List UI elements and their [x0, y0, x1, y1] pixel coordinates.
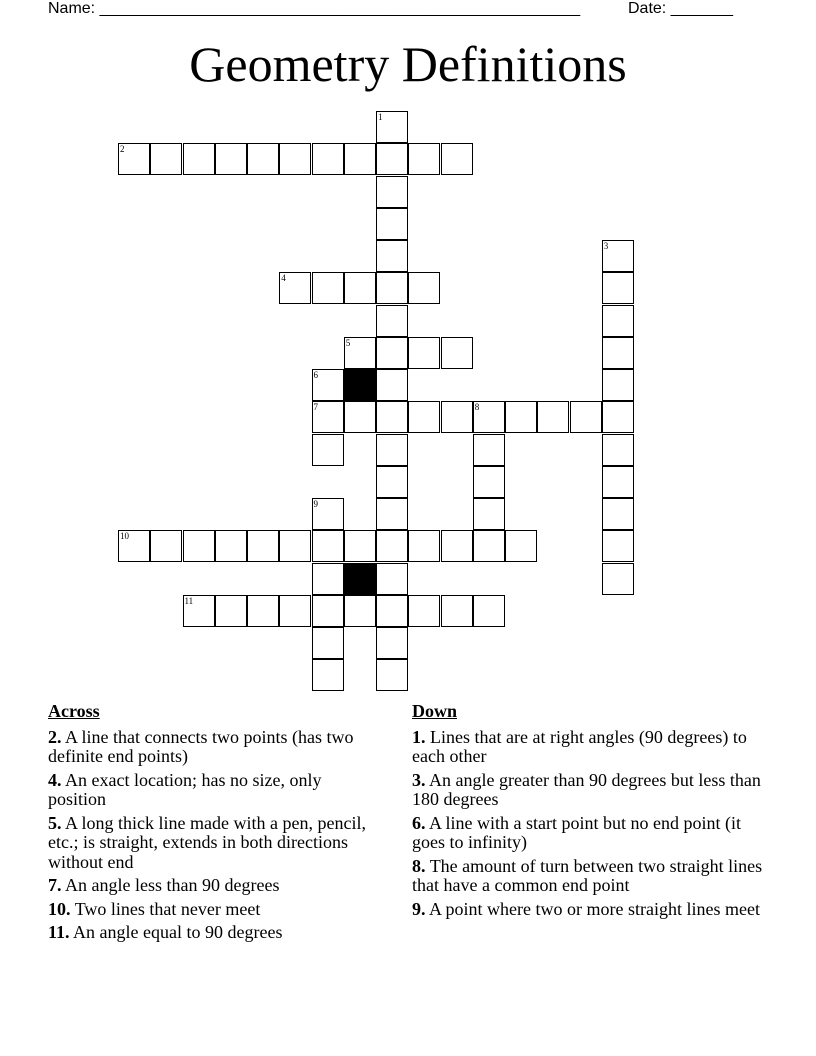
crossword-cell[interactable]	[279, 143, 311, 175]
across-clues	[48, 702, 378, 947]
crossword-cell[interactable]	[376, 530, 408, 562]
crossword-cell[interactable]	[602, 337, 634, 369]
crossword-cell[interactable]	[312, 595, 344, 627]
crossword-cell[interactable]	[344, 272, 376, 304]
crossword-cell[interactable]	[312, 434, 344, 466]
crossword-cell[interactable]	[376, 595, 408, 627]
crossword-cell[interactable]	[312, 272, 344, 304]
crossword-cell[interactable]	[602, 272, 634, 304]
across-heading: Across	[48, 701, 100, 721]
clue-number: 4	[281, 273, 286, 284]
crossword-cell[interactable]	[441, 337, 473, 369]
crossword-cell[interactable]	[312, 627, 344, 659]
crossword-cell[interactable]	[408, 530, 440, 562]
crossword-cell[interactable]	[279, 272, 311, 304]
clue-number: 2	[120, 144, 125, 155]
crossword-cell[interactable]	[473, 530, 505, 562]
crossword-cell[interactable]	[344, 530, 376, 562]
clue-number: 10	[120, 531, 129, 542]
blocked-cell	[344, 563, 376, 595]
down-heading: Down	[412, 701, 458, 721]
crossword-cell[interactable]	[602, 369, 634, 401]
crossword-cell[interactable]	[376, 434, 408, 466]
crossword-cell[interactable]	[312, 563, 344, 595]
crossword-cell[interactable]	[118, 143, 150, 175]
clue-across-11: 11. An angle equal to 90 degrees	[48, 922, 283, 942]
crossword-cell[interactable]	[473, 401, 505, 433]
crossword-cell[interactable]	[408, 272, 440, 304]
page-title: Geometry Definitions	[189, 36, 627, 92]
crossword-cell[interactable]	[441, 143, 473, 175]
crossword-cell[interactable]	[312, 530, 344, 562]
crossword-cell[interactable]	[376, 401, 408, 433]
crossword-cell[interactable]	[215, 143, 247, 175]
crossword-cell[interactable]	[473, 466, 505, 498]
crossword-cell[interactable]	[408, 401, 440, 433]
clue-across-10: 10. Two lines that never meet	[48, 898, 261, 919]
clue-number: 11	[184, 595, 194, 606]
crossword-cell[interactable]	[312, 143, 344, 175]
crossword-cell[interactable]	[247, 143, 279, 175]
crossword-cell[interactable]	[376, 563, 408, 595]
crossword-cell[interactable]	[376, 305, 408, 337]
crossword-cell[interactable]	[376, 369, 408, 401]
clue-number: 7	[313, 402, 318, 413]
crossword-cell[interactable]	[376, 240, 408, 272]
crossword-cell[interactable]	[344, 337, 376, 369]
crossword-cell[interactable]	[312, 369, 344, 401]
clue-across-2: 2. A line that connects two points (has two definite end points)	[48, 726, 354, 766]
crossword-cell[interactable]	[118, 530, 150, 562]
crossword-cell[interactable]	[408, 337, 440, 369]
crossword-cell[interactable]	[312, 659, 344, 691]
crossword-cell[interactable]	[312, 498, 344, 530]
crossword-cell[interactable]	[376, 111, 408, 143]
crossword-cell[interactable]	[247, 595, 279, 627]
crossword-cell[interactable]	[376, 272, 408, 304]
clue-number: 8	[474, 402, 480, 413]
crossword-cell[interactable]	[505, 530, 537, 562]
crossword-cell[interactable]	[312, 401, 344, 433]
crossword-cell[interactable]	[570, 401, 602, 433]
clue-down-3: 3. An angle greater than 90 degrees but less than 180 degrees	[412, 769, 761, 809]
crossword-cell[interactable]	[441, 401, 473, 433]
crossword-cell[interactable]	[376, 176, 408, 208]
crossword-cell[interactable]	[473, 595, 505, 627]
crossword-cell[interactable]	[441, 595, 473, 627]
clue-number: 3	[603, 241, 609, 251]
crossword-cell[interactable]	[473, 434, 505, 466]
crossword-cell[interactable]	[183, 595, 215, 627]
crossword-cell[interactable]	[376, 659, 408, 691]
crossword-cell[interactable]	[247, 530, 279, 562]
clue-down-8: 8. The amount of turn between two straight lines that have a common end point	[412, 855, 763, 895]
crossword-cell[interactable]	[408, 595, 440, 627]
crossword-cell[interactable]	[602, 530, 634, 562]
clue-down-1: 1. Lines that are at right angles (90 degrees) to each other	[412, 726, 747, 766]
crossword-cell[interactable]	[215, 530, 247, 562]
clue-down-9: 9. A point where two or more straight lines meet	[412, 898, 760, 919]
crossword-cell[interactable]	[602, 466, 634, 498]
crossword-cell[interactable]	[505, 401, 537, 433]
clue-across-7: 7. An angle less than 90 degrees	[48, 875, 280, 895]
crossword-cell[interactable]	[537, 401, 569, 433]
crossword-cell[interactable]	[344, 401, 376, 433]
crossword-cell[interactable]	[408, 143, 440, 175]
crossword-cell[interactable]	[183, 143, 215, 175]
crossword-cell[interactable]	[376, 498, 408, 530]
clue-down-6: 6. A line with a start point but no end point (it goes to infinity)	[412, 812, 741, 852]
crossword-cell[interactable]	[150, 143, 182, 175]
crossword-cell[interactable]	[376, 627, 408, 659]
clue-number: 9	[313, 499, 318, 509]
crossword-cell[interactable]	[473, 498, 505, 530]
crossword-cell[interactable]	[215, 595, 247, 627]
crossword-cell[interactable]	[376, 143, 408, 175]
date-field-label: Date: _______	[628, 0, 733, 17]
crossword-cell[interactable]	[602, 434, 634, 466]
crossword-cell[interactable]	[602, 563, 634, 595]
clue-number: 6	[313, 370, 318, 380]
crossword-cell[interactable]	[602, 305, 634, 337]
crossword-cell[interactable]	[441, 530, 473, 562]
crossword-cell[interactable]	[376, 466, 408, 498]
clue-across-5: 5. A long thick line made with a pen, pencil, etc.; is straight, extends in both directions without end	[48, 812, 366, 872]
crossword-cell[interactable]	[602, 240, 634, 272]
clue-number: 1	[378, 112, 383, 122]
name-field-label: Name: ______________________________________________________	[48, 0, 581, 17]
crossword-cell[interactable]	[150, 530, 182, 562]
crossword-cell[interactable]	[183, 530, 215, 562]
crossword-cell[interactable]	[279, 595, 311, 627]
crossword-cell[interactable]	[602, 498, 634, 530]
crossword-cell[interactable]	[376, 337, 408, 369]
clue-number: 5	[345, 337, 351, 348]
down-clues	[412, 702, 772, 923]
crossword-cell[interactable]	[344, 595, 376, 627]
crossword-cell[interactable]	[376, 208, 408, 240]
clue-across-4: 4. An exact location; has no size, only position	[48, 769, 322, 809]
crossword-cell[interactable]	[344, 143, 376, 175]
blocked-cell	[344, 369, 376, 401]
crossword-cell[interactable]	[602, 401, 634, 433]
crossword-cell[interactable]	[279, 530, 311, 562]
